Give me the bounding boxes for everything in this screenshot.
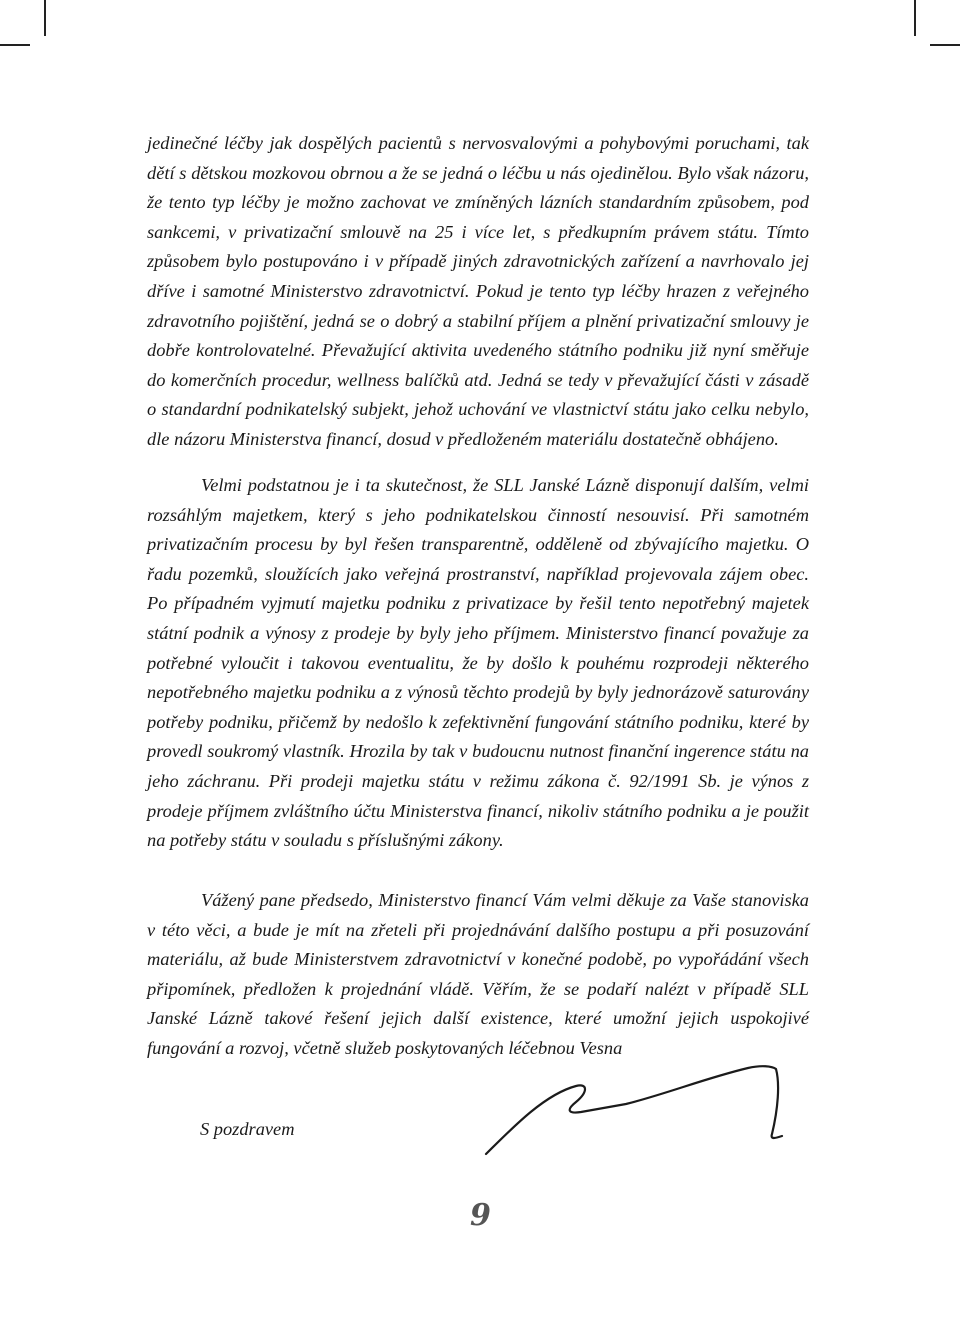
crop-mark-left	[44, 0, 46, 36]
paragraph-property: Velmi podstatnou je i ta skutečnost, že SLL Janské Lázně disponují dalším, velmi rozsáhlým majetkem, který s jeho podnikatelskou činností nesouvisí. Při samotném privatizačním procesu by byl řešen transparentně, odděleně od zbývajícího majetku. O řadu pozemků, sloužících jako veřejná prostranství, například projevovala zájem obec. Po případném vyjmutí majetku podniku z privatizace by řešil tento nepotřebný majetek státní podnik a výnosy z prodeje by byly jeho příjmem. Ministerstvo financí považuje za potřebné vyloučit i takovou eventualitu, že by došlo k pouhému rozprodeji některého nepotřebného majetku podniku a z výnosů těchto prodejů by byly jednorázově saturovány potřeby podniku, přičemž by nedošlo k zefektivnění fungování státního podniku, které by provedl soukromý vlastník. Hrozila by tak v budoucnu nutnost finanční ingerence státu na jeho záchranu. Při prodeji majetku státu v režimu zákona č. 92/1991 Sb. je výnos z prodeje příjmem zvláštního účtu Ministerstva financí, nikoliv státního podniku a je použit na potřeby státu v souladu s příslušnými zákony.	[147, 475, 809, 851]
closing-salutation: S pozdravem	[200, 1119, 295, 1139]
paragraph-continuation: jedinečné léčby jak dospělých pacientů s nervosvalovými a pohybovými poruchami, tak dětí s dětskou mozkovou obrnou a že se jedná o léčbu u nás ojedinělou. Bylo však názoru, že tento typ léčby je možno zachovat ve zmíněných lázních standardním způsobem, pod sankcemi, v privatizační smlouvě na 25 i více let, s předkupním právem státu. Tímto způsobem bylo postupováno i v případě jiných zdravotnických zařízení a navrhovalo jej dříve i samotné Ministerstvo zdravotnictví. Pokud je tento typ léčby hrazen z veřejného zdravotního pojištění, jedná se o dobrý a stabilní příjem a plnění privatizační smlouvy je dobře kontrolovatelné. Převažující aktivita uvedeného státního podniku již nyní směřuje do komerčních procedur, wellness balíčků atd. Jedná se tedy v převažující části v zásadě o standardní podnikatelský subjekt, jehož uchování ve vlastnictví státu jako celku nebylo, dle názoru Ministerstva financí, dosud v předloženém materiálu dostatečně obhájeno.	[147, 133, 809, 449]
handwritten-signature	[476, 1054, 816, 1164]
paragraph-closing-remarks: Vážený pane předsedo, Ministerstvo financí Vám velmi děkuje za Vaše stanoviska v této věci, a bude je mít na zřeteli při projednávání dalšího postupu a při posuzování materiálu, až bude Ministerstvem zdravotnictví v konečné podobě, po vypořádání všech připomínek, předložen k projednání vládě. Věřím, že se podaří nalézt v případě SLL Janské Lázně takové řešení jejich další existence, které umožní jejich uspokojivé fungování a rozvoj, včetně služeb poskytovaných léčebnou Vesna	[147, 890, 809, 1058]
fold-mark-left	[0, 44, 30, 46]
page-number: 9	[470, 1198, 491, 1233]
crop-mark-right	[914, 0, 916, 36]
fold-mark-right	[930, 44, 960, 46]
